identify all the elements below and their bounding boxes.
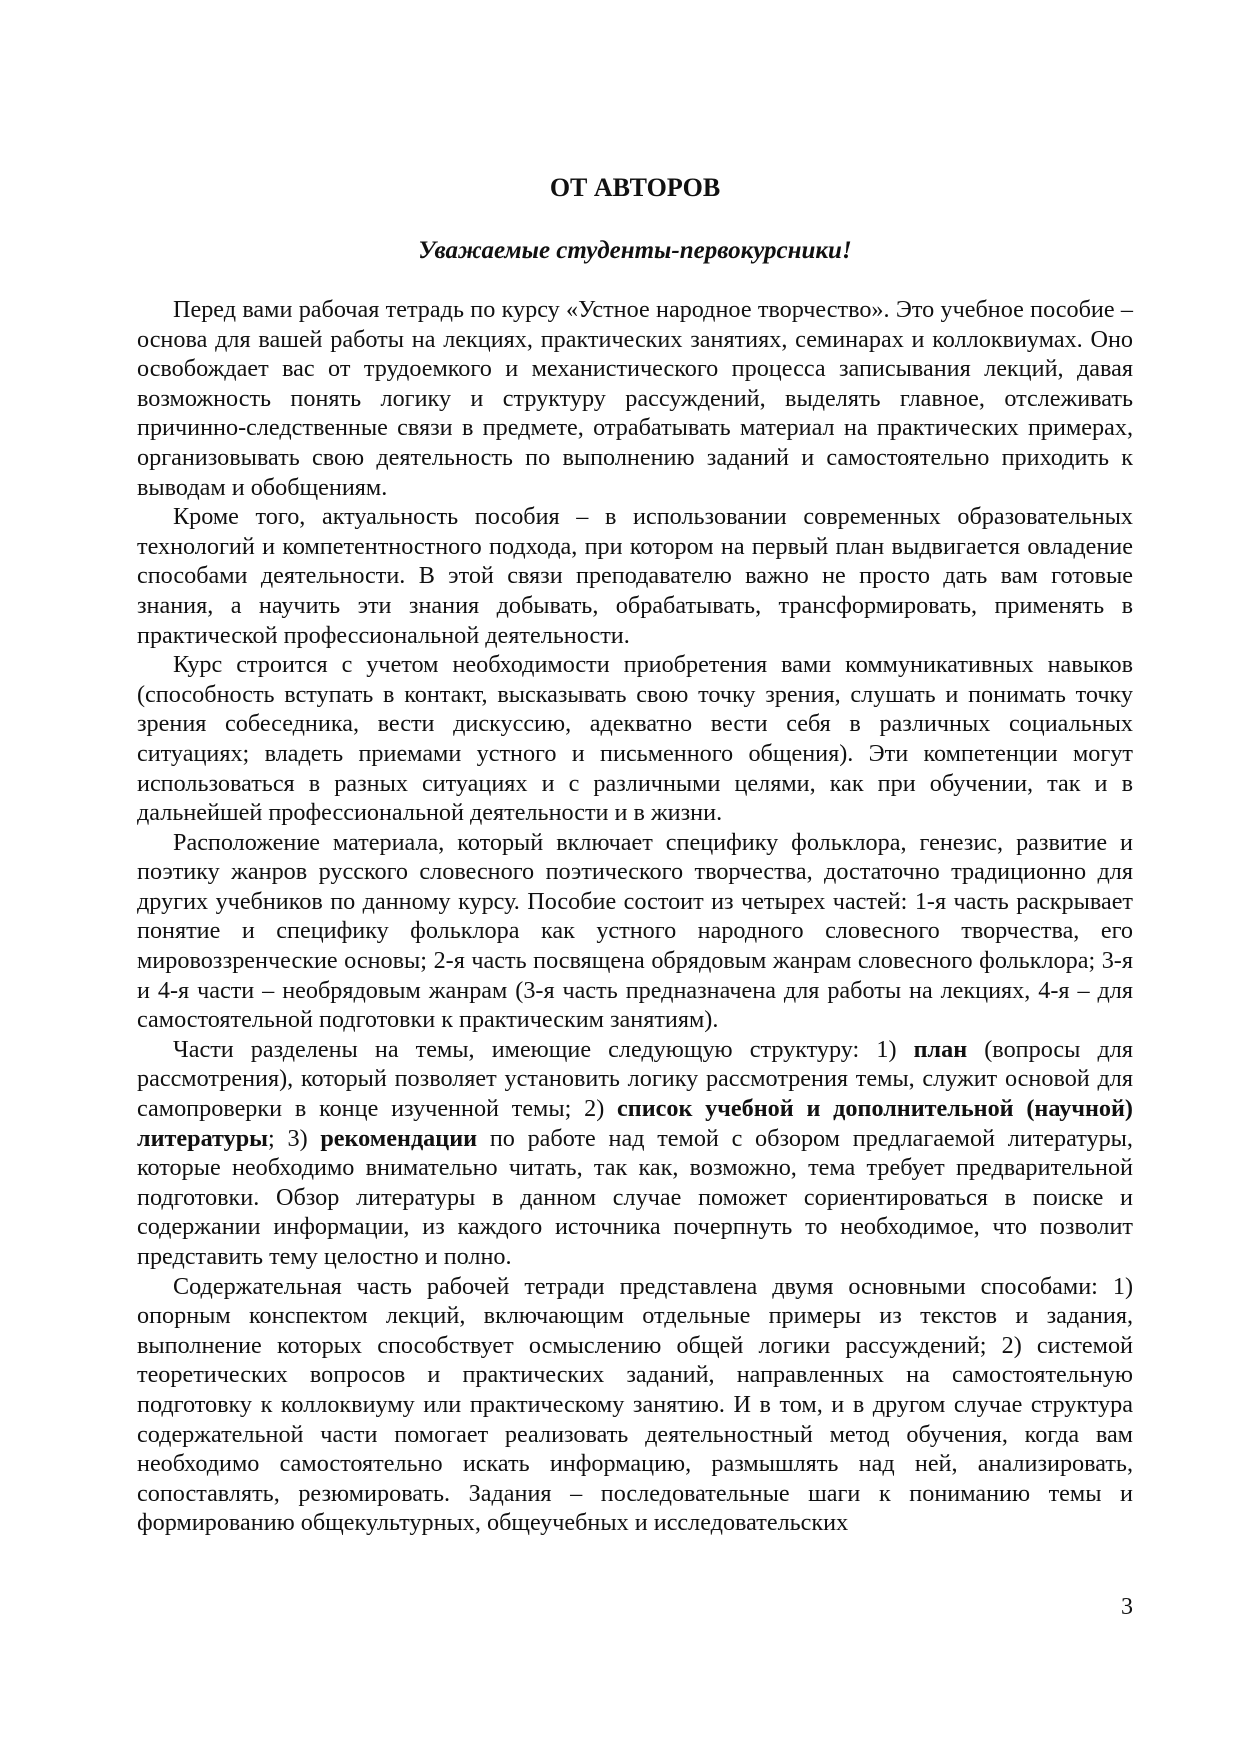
document-page xyxy=(137,0,1133,1755)
term-plan: план xyxy=(913,1035,968,1063)
term-recommendations: рекомендации xyxy=(320,1124,478,1152)
term-literature-list: список учебной и дополнительной (научной) литературы xyxy=(137,1095,1133,1152)
paragraph-intro: Перед вами рабочая тетрадь по курсу «Устное народное творчество». Это учебное пособие – основа для вашей работы на лекциях, практических занятиях, семинарах и коллоквиумах. Оно освобождает вас от трудоемкого и механистического процесса записывания лекций, давая возможность понять логику и структуру рассуждений, выделять главное, отслеживать причинно-следственные связи в предмете, отрабатывать материал на практических примерах, организовывать свою деятельность по выполнению заданий и самостоятельно приходить к выводам и обобщениям. xyxy=(137,296,1133,501)
paragraph-skills: Курс строится с учетом необходимости приобретения вами коммуникативных навыков (способность вступать в контакт, высказывать свою точку зрения, слушать и понимать точку зрения собеседника, вести дискуссию, адекватно вести себя в различных социальных ситуациях; владеть приемами устного и письменного общения). Эти компетенции могут использоваться в разных ситуациях и с различными целями, как при обучении, так и в дальнейшей профессиональной деятельности и в жизни. xyxy=(137,651,1133,827)
paragraph-topics-text-1: Части разделены на темы, имеющие следующую структуру: 1) xyxy=(173,1035,914,1063)
greeting-subtitle: Уважаемые студенты-первокурсники! xyxy=(418,237,852,264)
paragraph-structure: Расположение материала, который включает специфику фольклора, генезис, развитие и поэтику жанров русского словесного поэтического творчества, достаточно традиционно для других учебников по данному курсу. Пособие состоит из четырех частей: 1-я часть раскрывает понятие и специфику фольклора как устного народного словесного творчества, его мировоззренческие основы; 2-я часть посвящена обрядовым жанрам словесного фольклора; 3-я и 4-я части – необрядовым жанрам (3-я часть предназначена для работы на лекциях, 4-я – для самостоятельной подготовки к практическим занятиям). xyxy=(137,828,1133,1034)
page-title: ОТ АВТОРОВ xyxy=(549,173,721,202)
paragraph-topics-text-3: ; 3) xyxy=(268,1124,321,1152)
paragraph-topics xyxy=(137,1035,1133,1272)
paragraph-relevance: Кроме того, актуальность пособия – в использовании современных образовательных технологий и компетентностного подхода, при котором на первый план выдвигается овладение способами деятельности. В этой связи преподавателю важно не просто дать вам готовые знания, а научить эти знания добывать, обрабатывать, трансформировать, применять в практической профессиональной деятельности. xyxy=(137,503,1133,649)
paragraph-topics-text-2: (вопросы для рассмотрения), который позволяет установить логику рассмотрения темы, служит основой для самопроверки в конце изученной темы; 2) xyxy=(137,1035,1133,1123)
body-text xyxy=(137,295,1133,1538)
paragraph-content: Содержательная часть рабочей тетради представлена двумя основными способами: 1) опорным конспектом лекций, включающим отдельные примеры из текстов и задания, выполнение которых способствует осмыслению общей логики рассуждений; 2) системой теоретических вопросов и практических заданий, направленных на самостоятельную подготовку к коллоквиуму или практическому занятию. И в том, и в другом случае структура содержательной части помогает реализовать деятельностный метод обучения, когда вам необходимо самостоятельно искать информацию, размышлять над ней, анализировать, сопоставлять, резюмировать. Задания – последовательные шаги к пониманию темы и формированию общекультурных, общеучебных и исследовательских xyxy=(137,1272,1133,1537)
paragraph-topics-text-4: по работе над темой с обзором предлагаемой литературы, которые необходимо внимательно читать, так как, возможно, тема требует предварительной подготовки. Обзор литературы в данном случае поможет сориентироваться в поиске и содержании информации, из каждого источника почерпнуть то необходимое, что позволит представить тему целостно и полно. xyxy=(137,1124,1133,1270)
page-number: 3 xyxy=(1121,1594,1133,1620)
